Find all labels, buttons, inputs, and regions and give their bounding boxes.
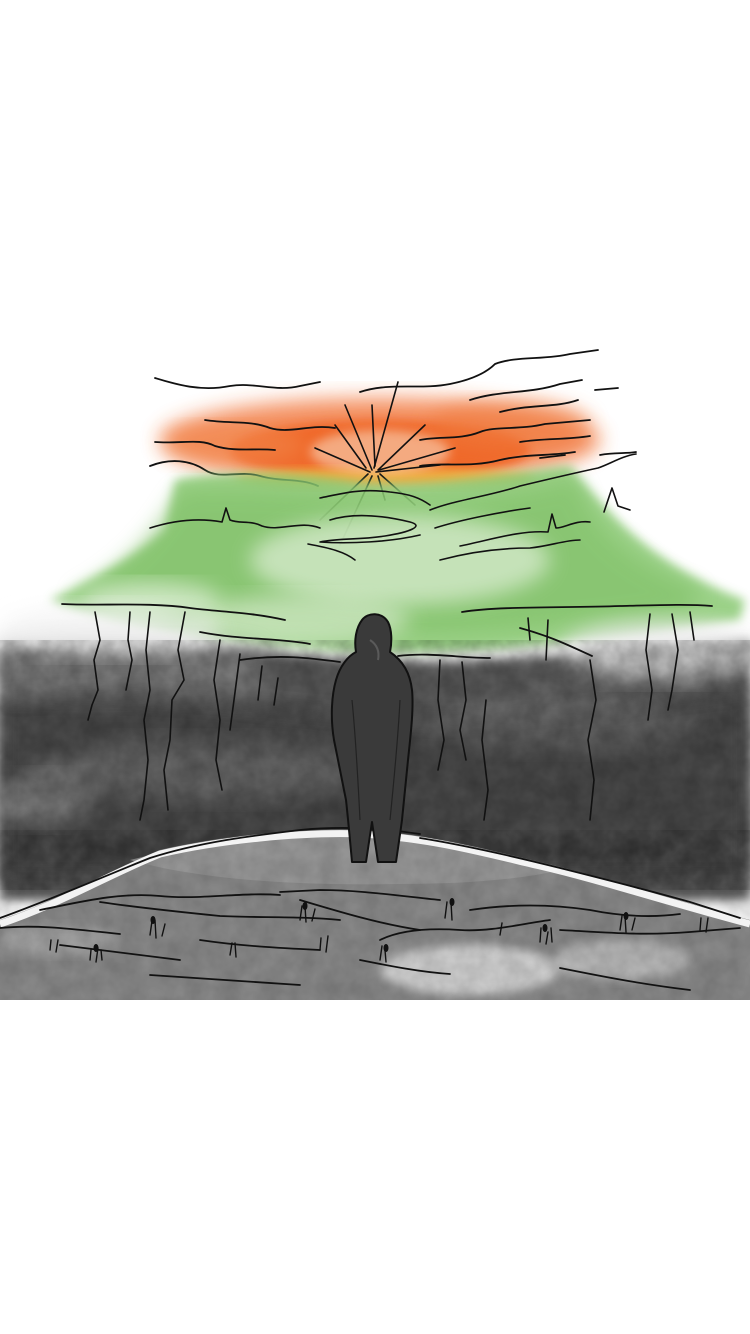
bottom-fade — [0, 1000, 750, 1060]
foreground-rock — [0, 830, 750, 1000]
